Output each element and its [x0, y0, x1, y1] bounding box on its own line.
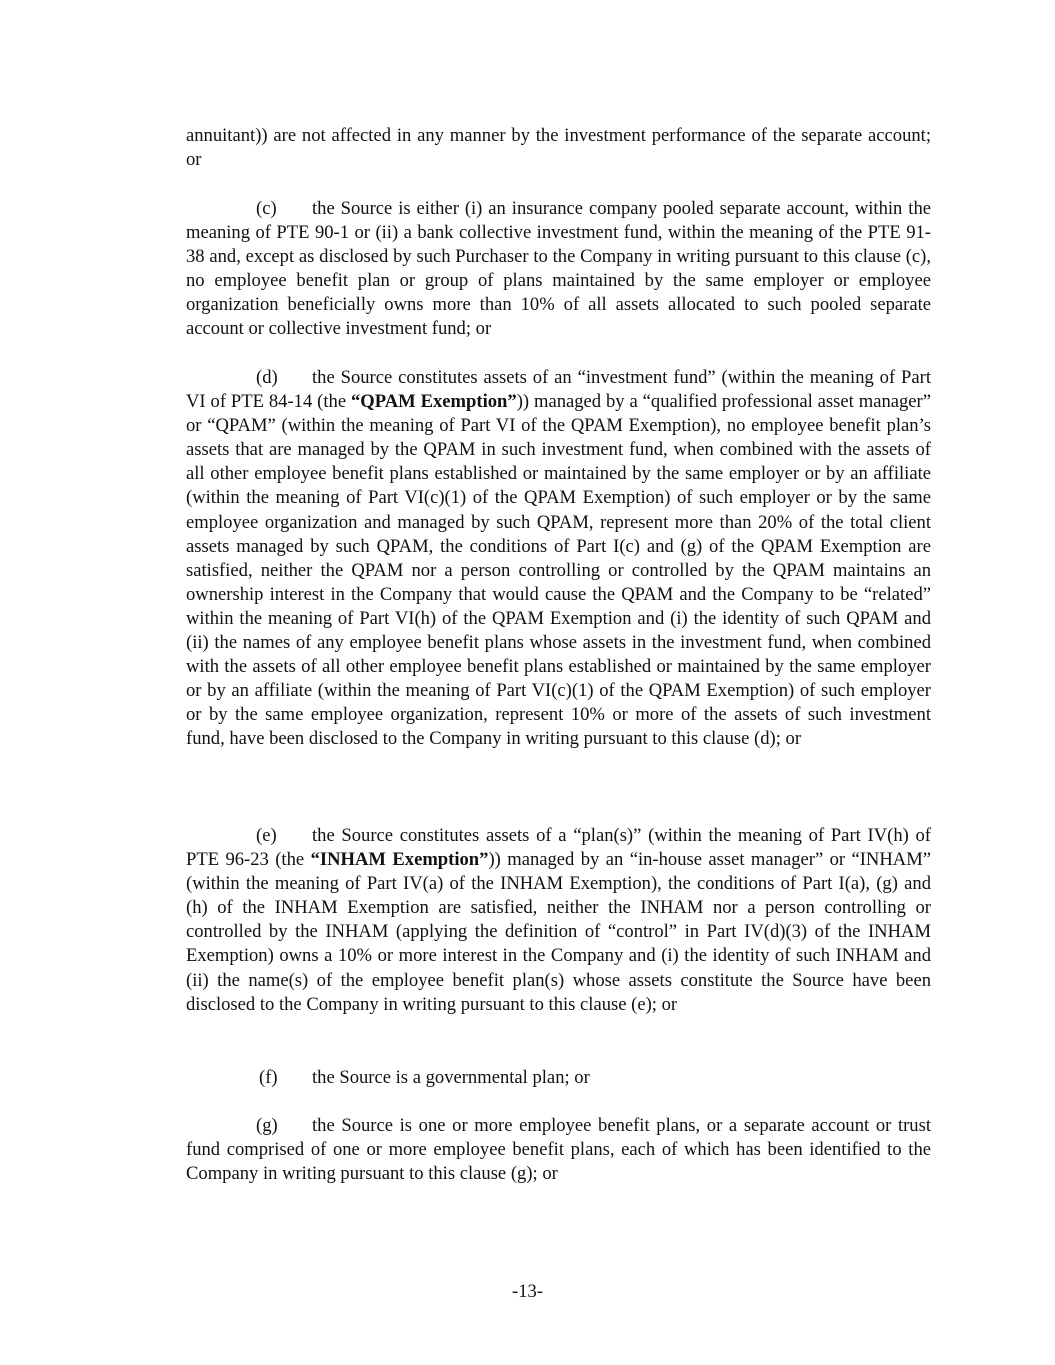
clause-d-text-after: )) managed by a “qualified professional asset manager” or “QPAM” (within the meaning of Part VI of the QPAM Exemption), no employee benefit plan’s assets that are managed by the QPAM in such investment fund, when combined with the assets of all other employee benefit plans established or maintained by the same employer or by an affiliate (within the meaning of Part VI(c)(1) of the QPAM Exemption) of such employer or by the same employee organization and managed by such QPAM, represent more than 20% of the total client assets managed by such QPAM, the conditions of Part I(c) and (g) of the QPAM Exemption are satisfied, neither the QPAM nor a person controlling or controlled by the QPAM maintains an ownership interest in the Company that would cause the QPAM and the Company to be “related” within the meaning of Part VI(h) of the QPAM Exemption and (i) the identity of such QPAM and (ii) the names of any employee benefit plans whose assets in the investment fund, when combined with the assets of all other employee benefit plans established or maintained by the same employer or by an affiliate (within the meaning of Part VI(c)(1) of the QPAM Exemption) of such employer or by the same employee organization, represent 10% or more of the assets of such investment fund, have been disclosed to the Company in writing pursuant to this clause (d); or: [186, 391, 931, 750]
clause-g: [186, 1114, 931, 1186]
clause-e: [186, 824, 931, 1017]
clause-g-marker: (g): [256, 1115, 278, 1136]
clause-d: [186, 366, 931, 752]
clause-d-defined-term: “QPAM Exemption”: [350, 391, 517, 413]
clause-e-marker: (e): [256, 825, 277, 846]
clause-c: [186, 197, 931, 342]
clause-e-text-before: the Source constitutes assets of a “plan(s)” (within the meaning of Part IV(h) of PTE 96-23 (the: [186, 825, 931, 871]
clause-e-defined-term: “INHAM Exemption”: [310, 849, 489, 871]
clause-d-text-before: the Source constitutes assets of an “investment fund” (within the meaning of Part VI of PTE 84-14 (the: [186, 367, 931, 413]
clause-f: [186, 1066, 931, 1090]
clause-c-marker: (c): [256, 198, 277, 219]
page-number: -13-: [512, 1281, 543, 1302]
clause-c-text: the Source is either (i) an insurance company pooled separate account, within the meaning of PTE 90-1 or (ii) a bank collective investment fund, within the meaning of the PTE 91-38 and, except as disclosed by such Purchaser to the Company in writing pursuant to this clause (c), no employee benefit plan or group of plans maintained by the same employer or employee organization beneficially owns more than 10% of all assets allocated to such pooled separate account or collective investment fund; or: [186, 198, 931, 340]
clause-f-marker: (f): [259, 1067, 278, 1088]
clause-f-text: the Source is a governmental plan; or: [312, 1067, 590, 1088]
clause-g-text: the Source is one or more employee benefit plans, or a separate account or trust fund comprised of one or more employee benefit plans, each of which has been identified to the Company in writing pursuant to this clause (g); or: [186, 1115, 931, 1185]
clause-e-text-after: )) managed by an “in-house asset manager” or “INHAM” (within the meaning of Part IV(a) of the INHAM Exemption), the conditions of Part I(a), (g) and (h) of the INHAM Exemption are satisfied, neither the INHAM nor a person controlling or controlled by the INHAM (applying the definition of “control” in Part IV(d)(3) of the INHAM Exemption) owns a 10% or more interest in the Company and (i) the identity of such INHAM and (ii) the name(s) of the employee benefit plan(s) whose assets constitute the Source have been disclosed to the Company in writing pursuant to this clause (e); or: [186, 849, 932, 1015]
paragraph-continuation: annuitant)) are not affected in any manner by the investment performance of the separate account; or: [186, 125, 931, 171]
clause-d-marker: (d): [256, 367, 278, 388]
